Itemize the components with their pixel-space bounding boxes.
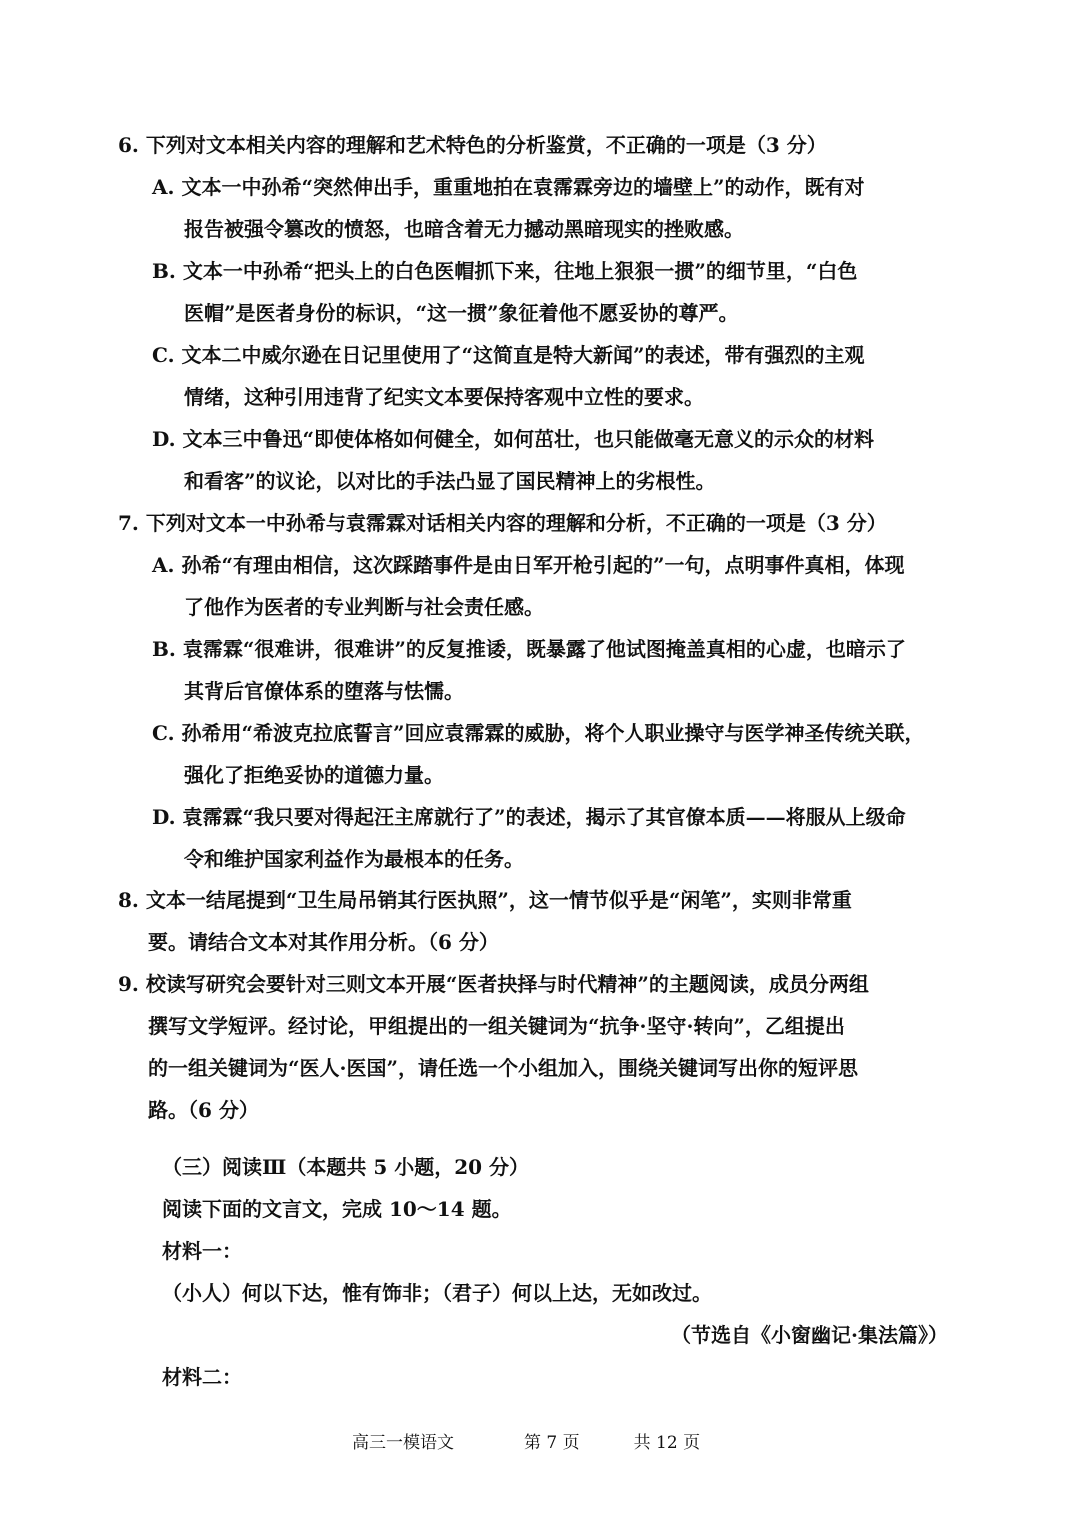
q8-line2: 要。请结合文本对其作用分析。（6 分） xyxy=(148,930,499,954)
material1-text: （小人）何以下达，惟有饰非；（君子）何以上达，无如改过。 xyxy=(162,1281,712,1305)
q7-option-c-line1: C. 孙希用“希波克拉底誓言”回应袁霈霖的威胁，将个人职业操守与医学神圣传统关联， xyxy=(152,721,925,745)
material1-source: （节选自《小窗幽记·集法篇》） xyxy=(671,1323,948,1347)
q7-option-d-line2: 令和维护国家利益作为最根本的任务。 xyxy=(184,847,524,871)
q7-option-c-line2: 强化了拒绝妥协的道德力量。 xyxy=(184,763,444,787)
footer-total-pages: 共 12 页 xyxy=(633,1433,701,1453)
q6-stem: 6. 下列对文本相关内容的理解和艺术特色的分析鉴赏，不正确的一项是（3 分） xyxy=(118,133,827,157)
q6-option-a-line1: A. 文本一中孙希“突然伸出手，重重地拍在袁霈霖旁边的墙壁上”的动作，既有对 xyxy=(152,175,865,199)
q6-option-b-line2: 医帽”是医者身份的标识，“这一掼”象征着他不愿妥协的尊严。 xyxy=(184,301,739,325)
q7-option-b-line2: 其背后官僚体系的堕落与怯懦。 xyxy=(184,679,464,703)
footer-page-number: 第 7 页 xyxy=(524,1433,580,1453)
section3-heading: （三）阅读Ⅲ（本题共 5 小题，20 分） xyxy=(162,1155,529,1179)
q6-option-c-line2: 情绪，这种引用违背了纪实文本要保持客观中立性的要求。 xyxy=(184,385,704,409)
q9-line4: 路。（6 分） xyxy=(148,1098,259,1122)
q9-line2: 撰写文学短评。经讨论，甲组提出的一组关键词为“抗争·坚守·转向”，乙组提出 xyxy=(148,1014,845,1038)
q7-option-b-line1: B. 袁霈霖“很难讲，很难讲”的反复推诿，既暴露了他试图掩盖真相的心虚，也暗示了 xyxy=(152,637,906,661)
q7-option-d-line1: D. 袁霈霖“我只要对得起汪主席就行了”的表述，揭示了其官僚本质——将服从上级命 xyxy=(152,805,906,829)
q6-option-b-line1: B. 文本一中孙希“把头上的白色医帽抓下来，往地上狠狠一掼”的细节里，“白色 xyxy=(152,259,858,283)
q9-line3: 的一组关键词为“医人·医国”，请任选一个小组加入，围绕关键词写出你的短评思 xyxy=(148,1056,858,1080)
q7-option-a-line1: A. 孙希“有理由相信，这次踩踏事件是由日军开枪引起的”一句，点明事件真相，体现 xyxy=(152,553,905,577)
q6-option-a-line2: 报告被强令篡改的愤怒，也暗含着无力撼动黑暗现实的挫败感。 xyxy=(184,217,744,241)
material1-label: 材料一： xyxy=(162,1239,242,1263)
footer-exam-name: 高三一模语文 xyxy=(352,1433,454,1453)
q6-option-d-line2: 和看客”的议论，以对比的手法凸显了国民精神上的劣根性。 xyxy=(184,469,716,493)
q9-line1: 9. 校读写研究会要针对三则文本开展“医者抉择与时代精神”的主题阅读，成员分两组 xyxy=(118,972,869,996)
q7-stem: 7. 下列对文本一中孙希与袁霈霖对话相关内容的理解和分析，不正确的一项是（3 分） xyxy=(118,511,887,535)
q6-option-c-line1: C. 文本二中威尔逊在日记里使用了“这简直是特大新闻”的表述，带有强烈的主观 xyxy=(152,343,865,367)
page-footer xyxy=(352,1431,700,1455)
q7-option-a-line2: 了他作为医者的专业判断与社会责任感。 xyxy=(184,595,544,619)
material2-label: 材料二： xyxy=(162,1365,242,1389)
section3-instruction: 阅读下面的文言文，完成 10～14 题。 xyxy=(162,1197,512,1221)
q6-option-d-line1: D. 文本三中鲁迅“即使体格如何健全，如何茁壮，也只能做毫无意义的示众的材料 xyxy=(152,427,875,451)
q8-line1: 8. 文本一结尾提到“卫生局吊销其行医执照”，这一情节似乎是“闲笔”，实则非常重 xyxy=(118,888,852,912)
